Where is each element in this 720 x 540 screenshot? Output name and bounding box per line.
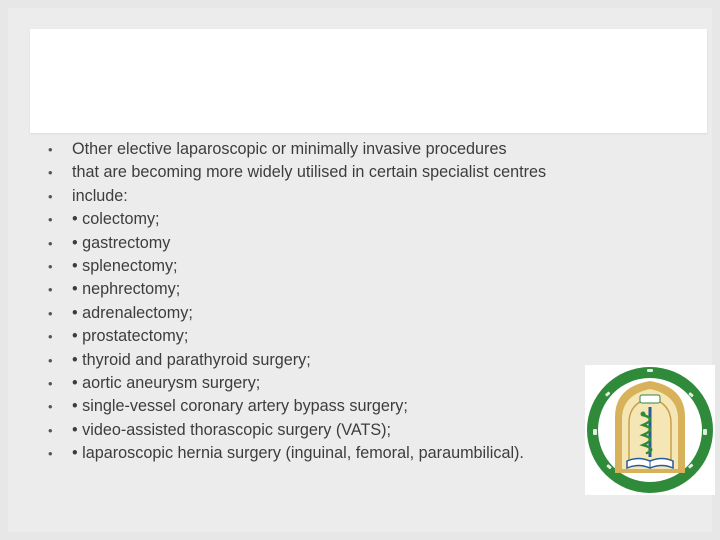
list-item	[48, 278, 648, 301]
list-item-text: • thyroid and parathyroid surgery;	[72, 350, 311, 369]
list-item	[48, 232, 648, 255]
list-item	[48, 255, 648, 278]
list-item	[48, 325, 648, 348]
list-item	[48, 161, 648, 184]
list-item	[48, 185, 648, 208]
bullet-icon: •	[48, 399, 53, 415]
list-item	[48, 208, 648, 231]
bullet-icon: •	[48, 446, 53, 462]
list-item	[48, 302, 648, 325]
list-item-text: • adrenalectomy;	[72, 303, 193, 322]
bullet-icon: •	[48, 305, 53, 321]
list-item-text: • prostatectomy;	[72, 327, 189, 346]
list-item-text: include:	[72, 186, 128, 205]
list-item-text: • laparoscopic hernia surgery (inguinal, femoral, paraumbilical).	[72, 444, 524, 463]
bullet-icon: •	[48, 352, 53, 368]
list-item-text: • aortic aneurysm surgery;	[72, 374, 261, 393]
list-item-text: • colectomy;	[72, 210, 160, 229]
bullet-icon: •	[48, 142, 53, 157]
list-item	[48, 138, 648, 161]
college-emblem-logo	[585, 365, 715, 495]
bullet-icon: •	[48, 422, 53, 438]
emblem-icon	[585, 365, 715, 495]
list-item	[48, 419, 648, 442]
bullet-icon: •	[48, 259, 53, 275]
list-item	[48, 372, 648, 395]
bullet-icon: •	[48, 282, 53, 298]
list-item-text: • video-assisted thorascopic surgery (VATS);	[72, 420, 392, 439]
list-item	[48, 395, 648, 418]
list-item-text: • splenectomy;	[72, 257, 178, 276]
list-item-text: • gastrectomy	[72, 233, 171, 252]
bullet-icon: •	[48, 212, 53, 228]
list-item-text: • nephrectomy;	[72, 280, 181, 299]
list-item	[48, 349, 648, 372]
list-item-text: • single-vessel coronary artery bypass surgery;	[72, 397, 408, 416]
bullet-list	[48, 138, 648, 466]
list-item	[48, 442, 648, 465]
list-item-text: that are becoming more widely utilised in certain specialist centres	[72, 163, 547, 182]
bullet-icon: •	[48, 165, 53, 181]
bullet-icon: •	[48, 329, 53, 345]
bullet-icon: •	[48, 376, 53, 392]
title-placeholder	[30, 29, 707, 133]
bullet-icon: •	[48, 235, 53, 251]
bullet-icon: •	[48, 188, 53, 204]
list-item-text: Other elective laparoscopic or minimally invasive procedures	[72, 140, 507, 158]
